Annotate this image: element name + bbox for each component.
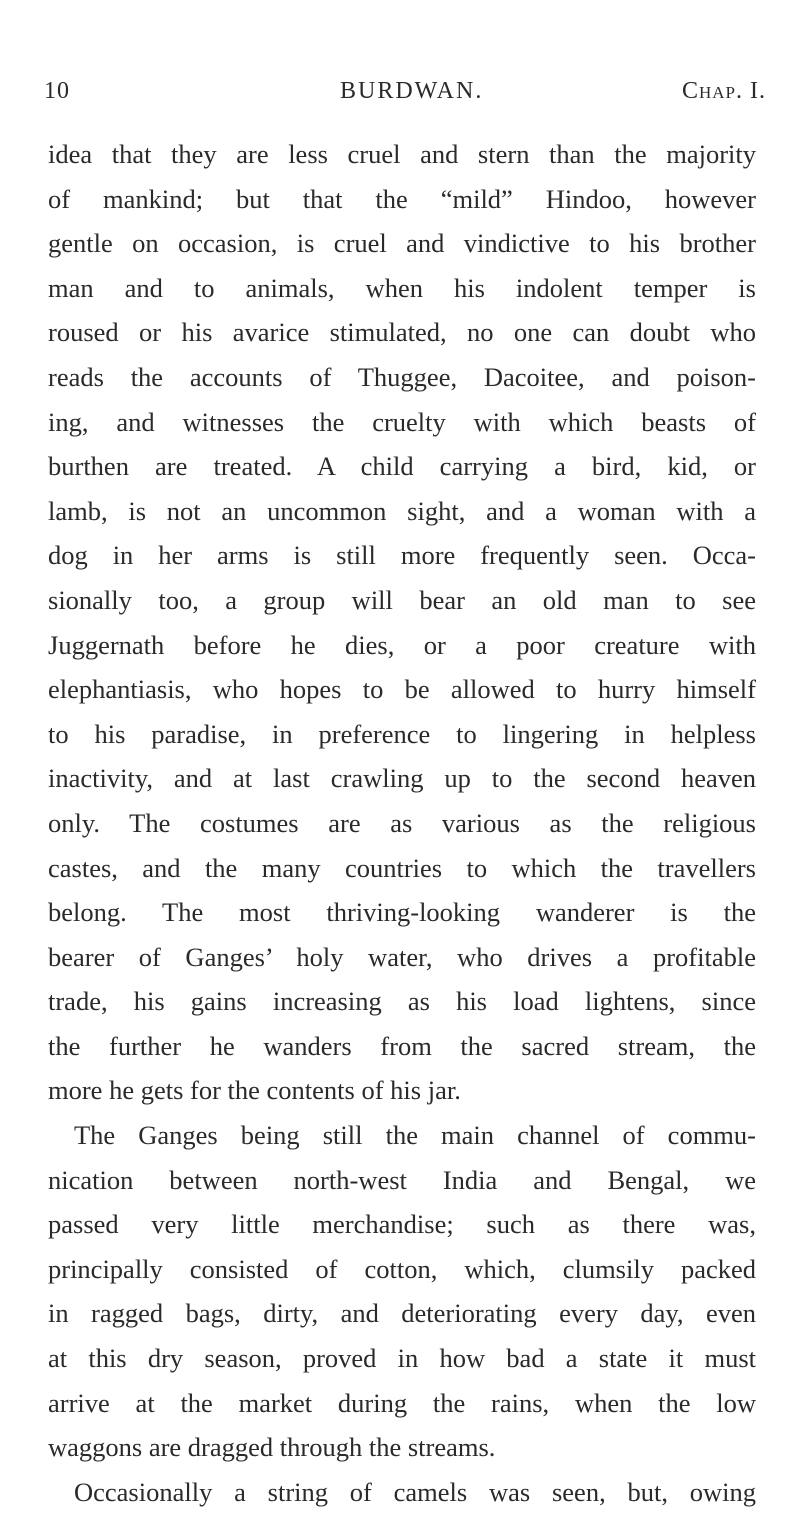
paragraph-end-line: more he gets for the contents of his jar. [48,1075,461,1106]
text-line: belong. The most thriving-looking wanderer is the [48,897,756,928]
body-text [48,132,756,1514]
text-line: reads the accounts of Thuggee, Dacoitee, and poison- [48,361,756,392]
text-line: castes, and the many countries to which the travellers [48,852,756,883]
page-number: 10 [44,78,70,104]
text-line: lamb, is not an uncommon sight, and a woman with a [48,495,756,526]
text-line: the further he wanders from the sacred stream, the [48,1030,756,1061]
chapter-reference: Chap. I. [681,78,766,104]
book-title: BURDWAN. [340,78,484,104]
text-line: ing, and witnesses the cruelty with which beasts of [48,406,756,437]
text-line: man and to animals, when his indolent temper is [48,272,756,303]
text-line: idea that they are less cruel and stern than the majority [48,139,756,169]
running-head [44,78,766,108]
text-line: roused or his avarice stimulated, no one can doubt who [48,317,756,348]
text-line: principally consisted of cotton, which, clumsily packed [48,1253,756,1284]
text-line: elephantiasis, who hopes to be allowed to hurry himself [48,674,756,705]
text-line: nication between north-west India and Bengal, we [48,1164,756,1195]
text-line: of mankind; but that the “mild” Hindoo, however [48,183,756,214]
text-line: passed very little merchandise; such as there was, [48,1209,756,1240]
text-line: gentle on occasion, is cruel and vindictive to his brother [48,228,756,259]
text-line: bearer of Ganges’ holy water, who drives a profitable [48,941,756,972]
text-line: dog in her arms is still more frequently seen. Occa- [48,540,756,571]
text-line: in ragged bags, dirty, and deteriorating every day, even [48,1298,756,1329]
text-line: trade, his gains increasing as his load lightens, since [48,986,756,1017]
text-line: arrive at the market during the rains, when the low [48,1387,756,1418]
text-line: to his paradise, in preference to lingering in helpless [48,718,756,749]
paragraph-start-line: The Ganges being still the main channel of commu- [74,1120,756,1151]
paragraph-end-line: waggons are dragged through the streams. [48,1432,496,1463]
text-line: burthen are treated. A child carrying a bird, kid, or [48,451,756,482]
text-line: inactivity, and at last crawling up to the second heaven [48,763,756,794]
paragraph-start-line: Occasionally a string of camels was seen, but, owing [74,1476,756,1507]
text-line: at this dry season, proved in how bad a state it must [48,1343,756,1374]
text-line: Juggernath before he dies, or a poor creature with [48,629,756,660]
text-line: only. The costumes are as various as the religious [48,807,756,838]
text-line: sionally too, a group will bear an old man to see [48,584,756,615]
